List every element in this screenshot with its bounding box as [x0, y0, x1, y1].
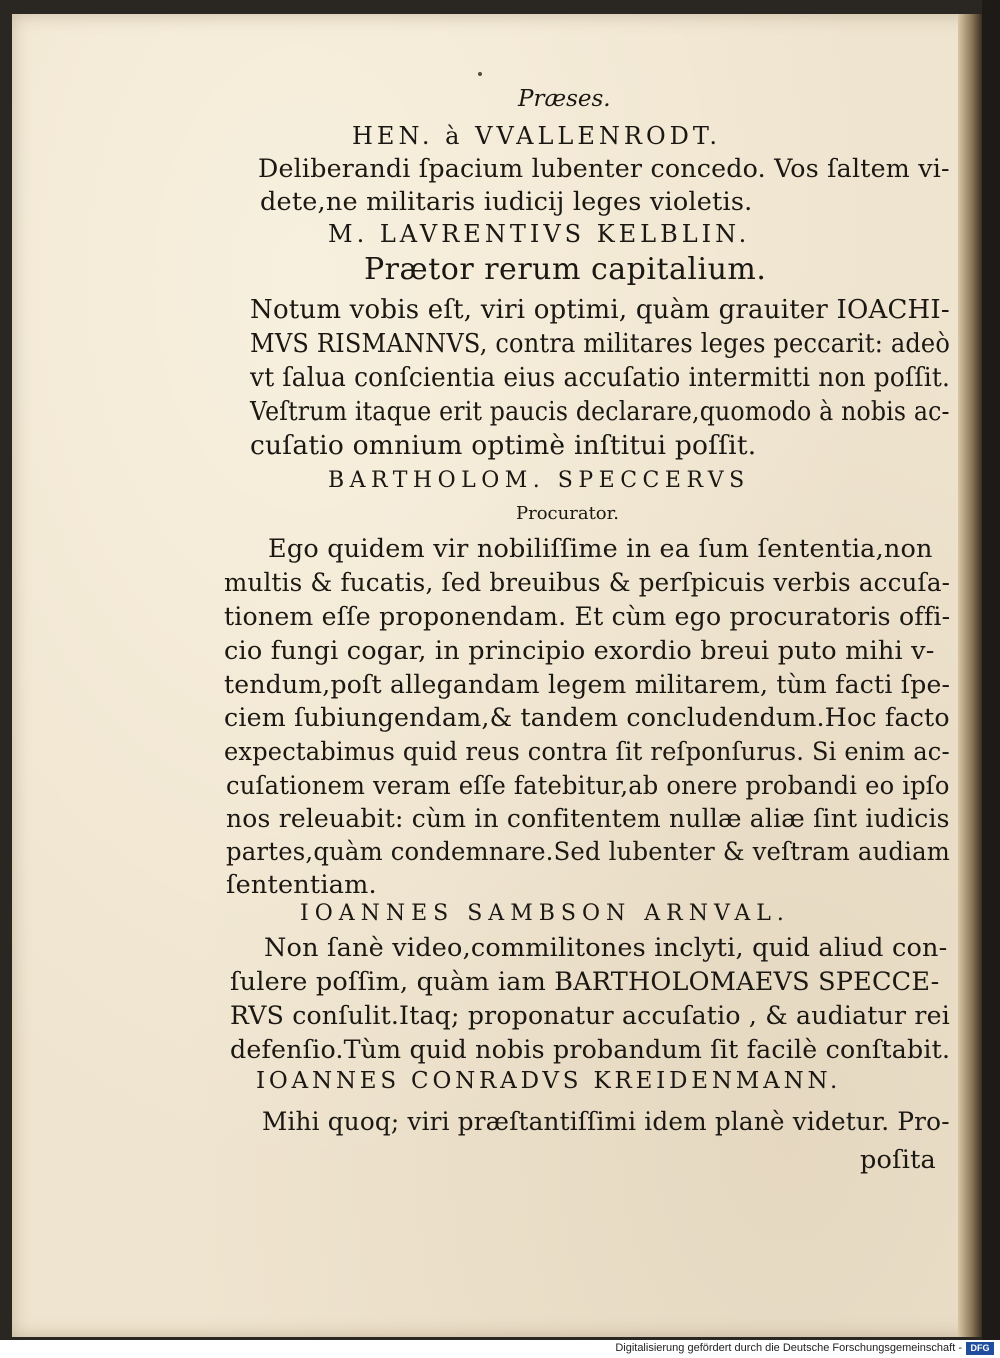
text-line: multis & fucatis, ſed breuibus & perſpicuis verbis accuſa- [224, 568, 951, 598]
speaker-heading: IOANNES CONRADVS KREIDENMANN. [256, 1068, 842, 1094]
text-line: expectabimus quid reus contra ſit reſponſurus. Si enim ac- [224, 737, 950, 767]
text-line: RVS conſulit.Itaq; proponatur accuſatio , & audiatur rei [230, 1001, 950, 1031]
text-line: tionem eſſe proponendam. Et cùm ego procuratoris offi- [224, 602, 951, 632]
speaker-role: Prætor rerum capitalium. [364, 252, 767, 287]
text-line: cuſationem veram eſſe fatebitur,ab onere probandi eo ipſo [226, 771, 950, 801]
text-line: Veſtrum itaque erit paucis declarare,quomodo à nobis ac- [250, 397, 950, 427]
text-line: ſulere poſſim, quàm iam BARTHOLOMAEVS SPECCE- [230, 967, 940, 997]
catchword: poſita [860, 1145, 936, 1175]
text-line: Ego quidem vir nobiliſſime in ea ſum ſententia,non [268, 534, 933, 564]
page-binding-edge [958, 14, 982, 1337]
text-line: ciem ſubiungendam,& tandem concludendum.Hoc facto [224, 703, 950, 733]
ink-speck [478, 72, 482, 76]
speaker-role: Procurator. [516, 503, 619, 524]
footer-bar [0, 1340, 1000, 1358]
speaker-heading: BARTHOLOM. SPECCERVS [328, 468, 750, 493]
text-line: Deliberandi ſpacium lubenter concedo. Vos ſaltem vi- [258, 154, 950, 184]
text-line: nos releuabit: cùm in confitentem nullæ aliæ ſint iudicis [226, 804, 950, 834]
text-line: cio fungi cogar, in principio exordio breui puto mihi v- [224, 636, 935, 666]
text-line: dete,ne militaris iudicij leges violetis. [260, 187, 753, 217]
speaker-heading: IOANNES SAMBSON ARNVAL. [300, 901, 790, 926]
text-line: vt ſalua conſcientia eius accuſatio intermitti non poſſit. [250, 362, 951, 393]
running-head: Præses. [518, 86, 611, 112]
dfg-logo-icon: DFG [966, 1342, 994, 1355]
funding-credit: Digitalisierung gefördert durch die Deutsche Forschungsgemeinschaft - [615, 1342, 962, 1354]
text-line: ſententiam. [226, 870, 377, 900]
text-line: Non ſanè video,commilitones inclyti, quid aliud con- [264, 933, 948, 963]
scan-right-border [982, 0, 1000, 1340]
text-line: tendum,poſt allegandam legem militarem, tùm facti ſpe- [224, 670, 951, 700]
text-line: Mihi quoq; viri præſtantiſſimi idem planè videtur. Pro- [262, 1107, 950, 1137]
text-line: defenſio.Tùm quid nobis probandum ſit facilè conſtabit. [230, 1035, 951, 1065]
text-line: partes,quàm condemnare.Sed lubenter & veſtram audiam [226, 837, 951, 867]
speaker-heading: HEN. à VVALLENRODT. [352, 122, 721, 150]
text-line: Notum vobis eſt, viri optimi, quàm grauiter IOACHI- [250, 294, 950, 325]
text-line: MVS RISMANNVS, contra militares leges peccarit: adeò [250, 328, 951, 359]
text-line: cuſatio omnium optimè inſtitui poſſit. [250, 430, 757, 461]
speaker-heading: M. LAVRENTIVS KELBLIN. [328, 220, 751, 248]
